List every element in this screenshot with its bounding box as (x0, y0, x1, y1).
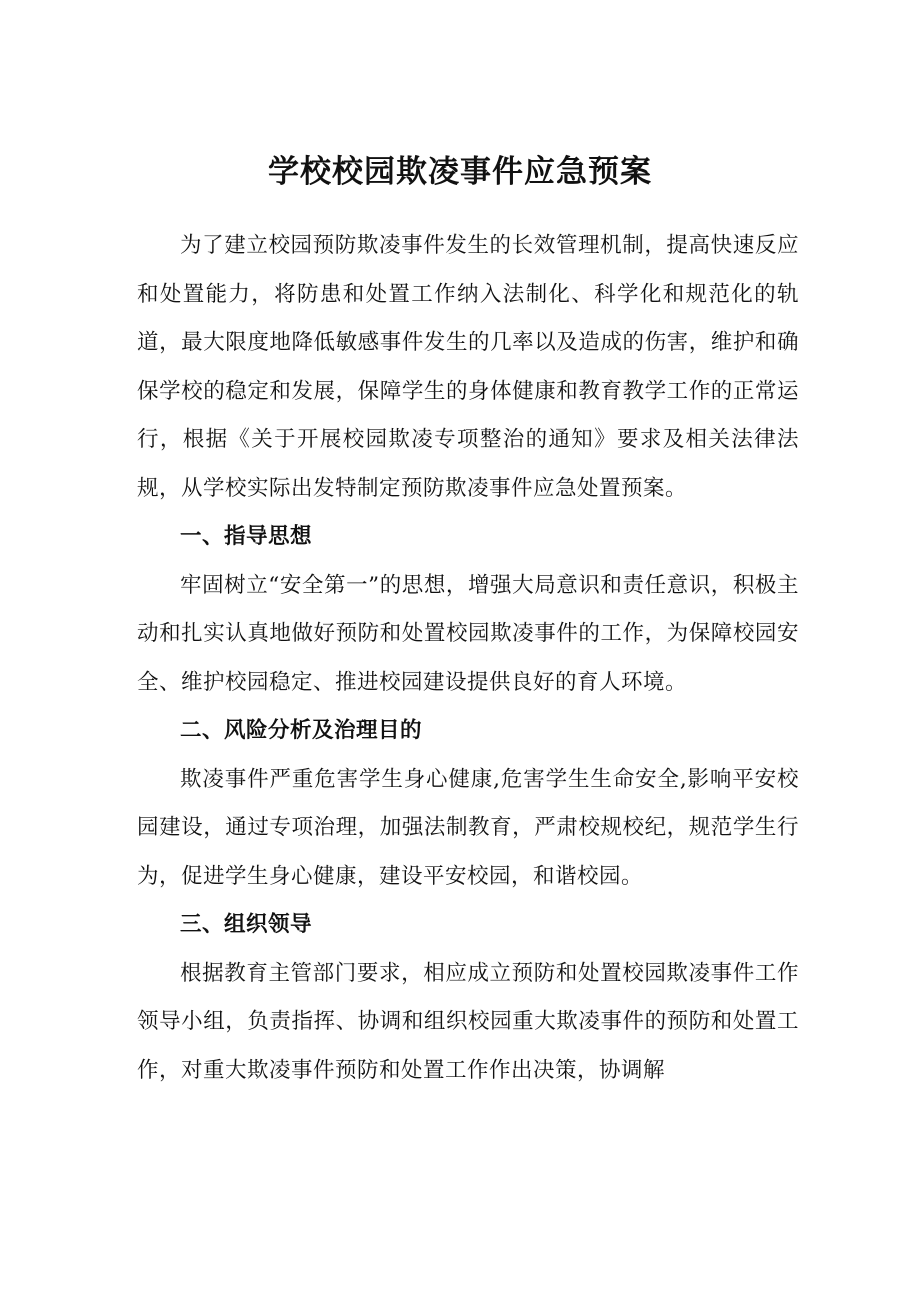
intro-paragraph: 为了建立校园预防欺凌事件发生的长效管理机制，提高快速反应和处置能力，将防患和处置工作纳入法制化、科学化和规范化的轨道，最大限度地降低敏感事件发生的几率以及造成的伤害，维护和确保学校的稳定和发展，保障学生的身体健康和教育教学工作的正常运行，根据《关于开展校园欺凌专项整治的通知》要求及相关法律法规，从学校实际出发特制定预防欺凌事件应急处置预案。 (137, 233, 799, 501)
section-paragraph-guiding-thought: 牢固树立“安全第一”的思想，增强大局意识和责任意识，积极主动和扎实认真地做好预防和处置校园欺凌事件的工作，为保障校园安全、维护校园稳定、推进校园建设提供良好的育人环境。 (137, 572, 799, 695)
section-heading-guiding-thought: 一、指导思想 (180, 524, 313, 549)
section-heading-risk-analysis: 二、风险分析及治理目的 (180, 718, 423, 743)
document-title: 学校校园欺凌事件应急预案 (268, 154, 652, 190)
section-paragraph-organization: 根据教育主管部门要求，相应成立预防和处置校园欺凌事件工作领导小组，负责指挥、协调和组织校园重大欺凌事件的预防和处置工作，对重大欺凌事件预防和处置工作作出决策，协调解 (137, 960, 799, 1083)
section-heading-organization: 三、组织领导 (180, 912, 313, 937)
section-paragraph-risk-analysis: 欺凌事件严重危害学生身心健康,危害学生生命安全,影响平安校园建设，通过专项治理，加强法制教育，严肃校规校纪，规范学生行为，促进学生身心健康，建设平安校园，和谐校园。 (137, 766, 799, 889)
document-body (137, 222, 799, 1095)
